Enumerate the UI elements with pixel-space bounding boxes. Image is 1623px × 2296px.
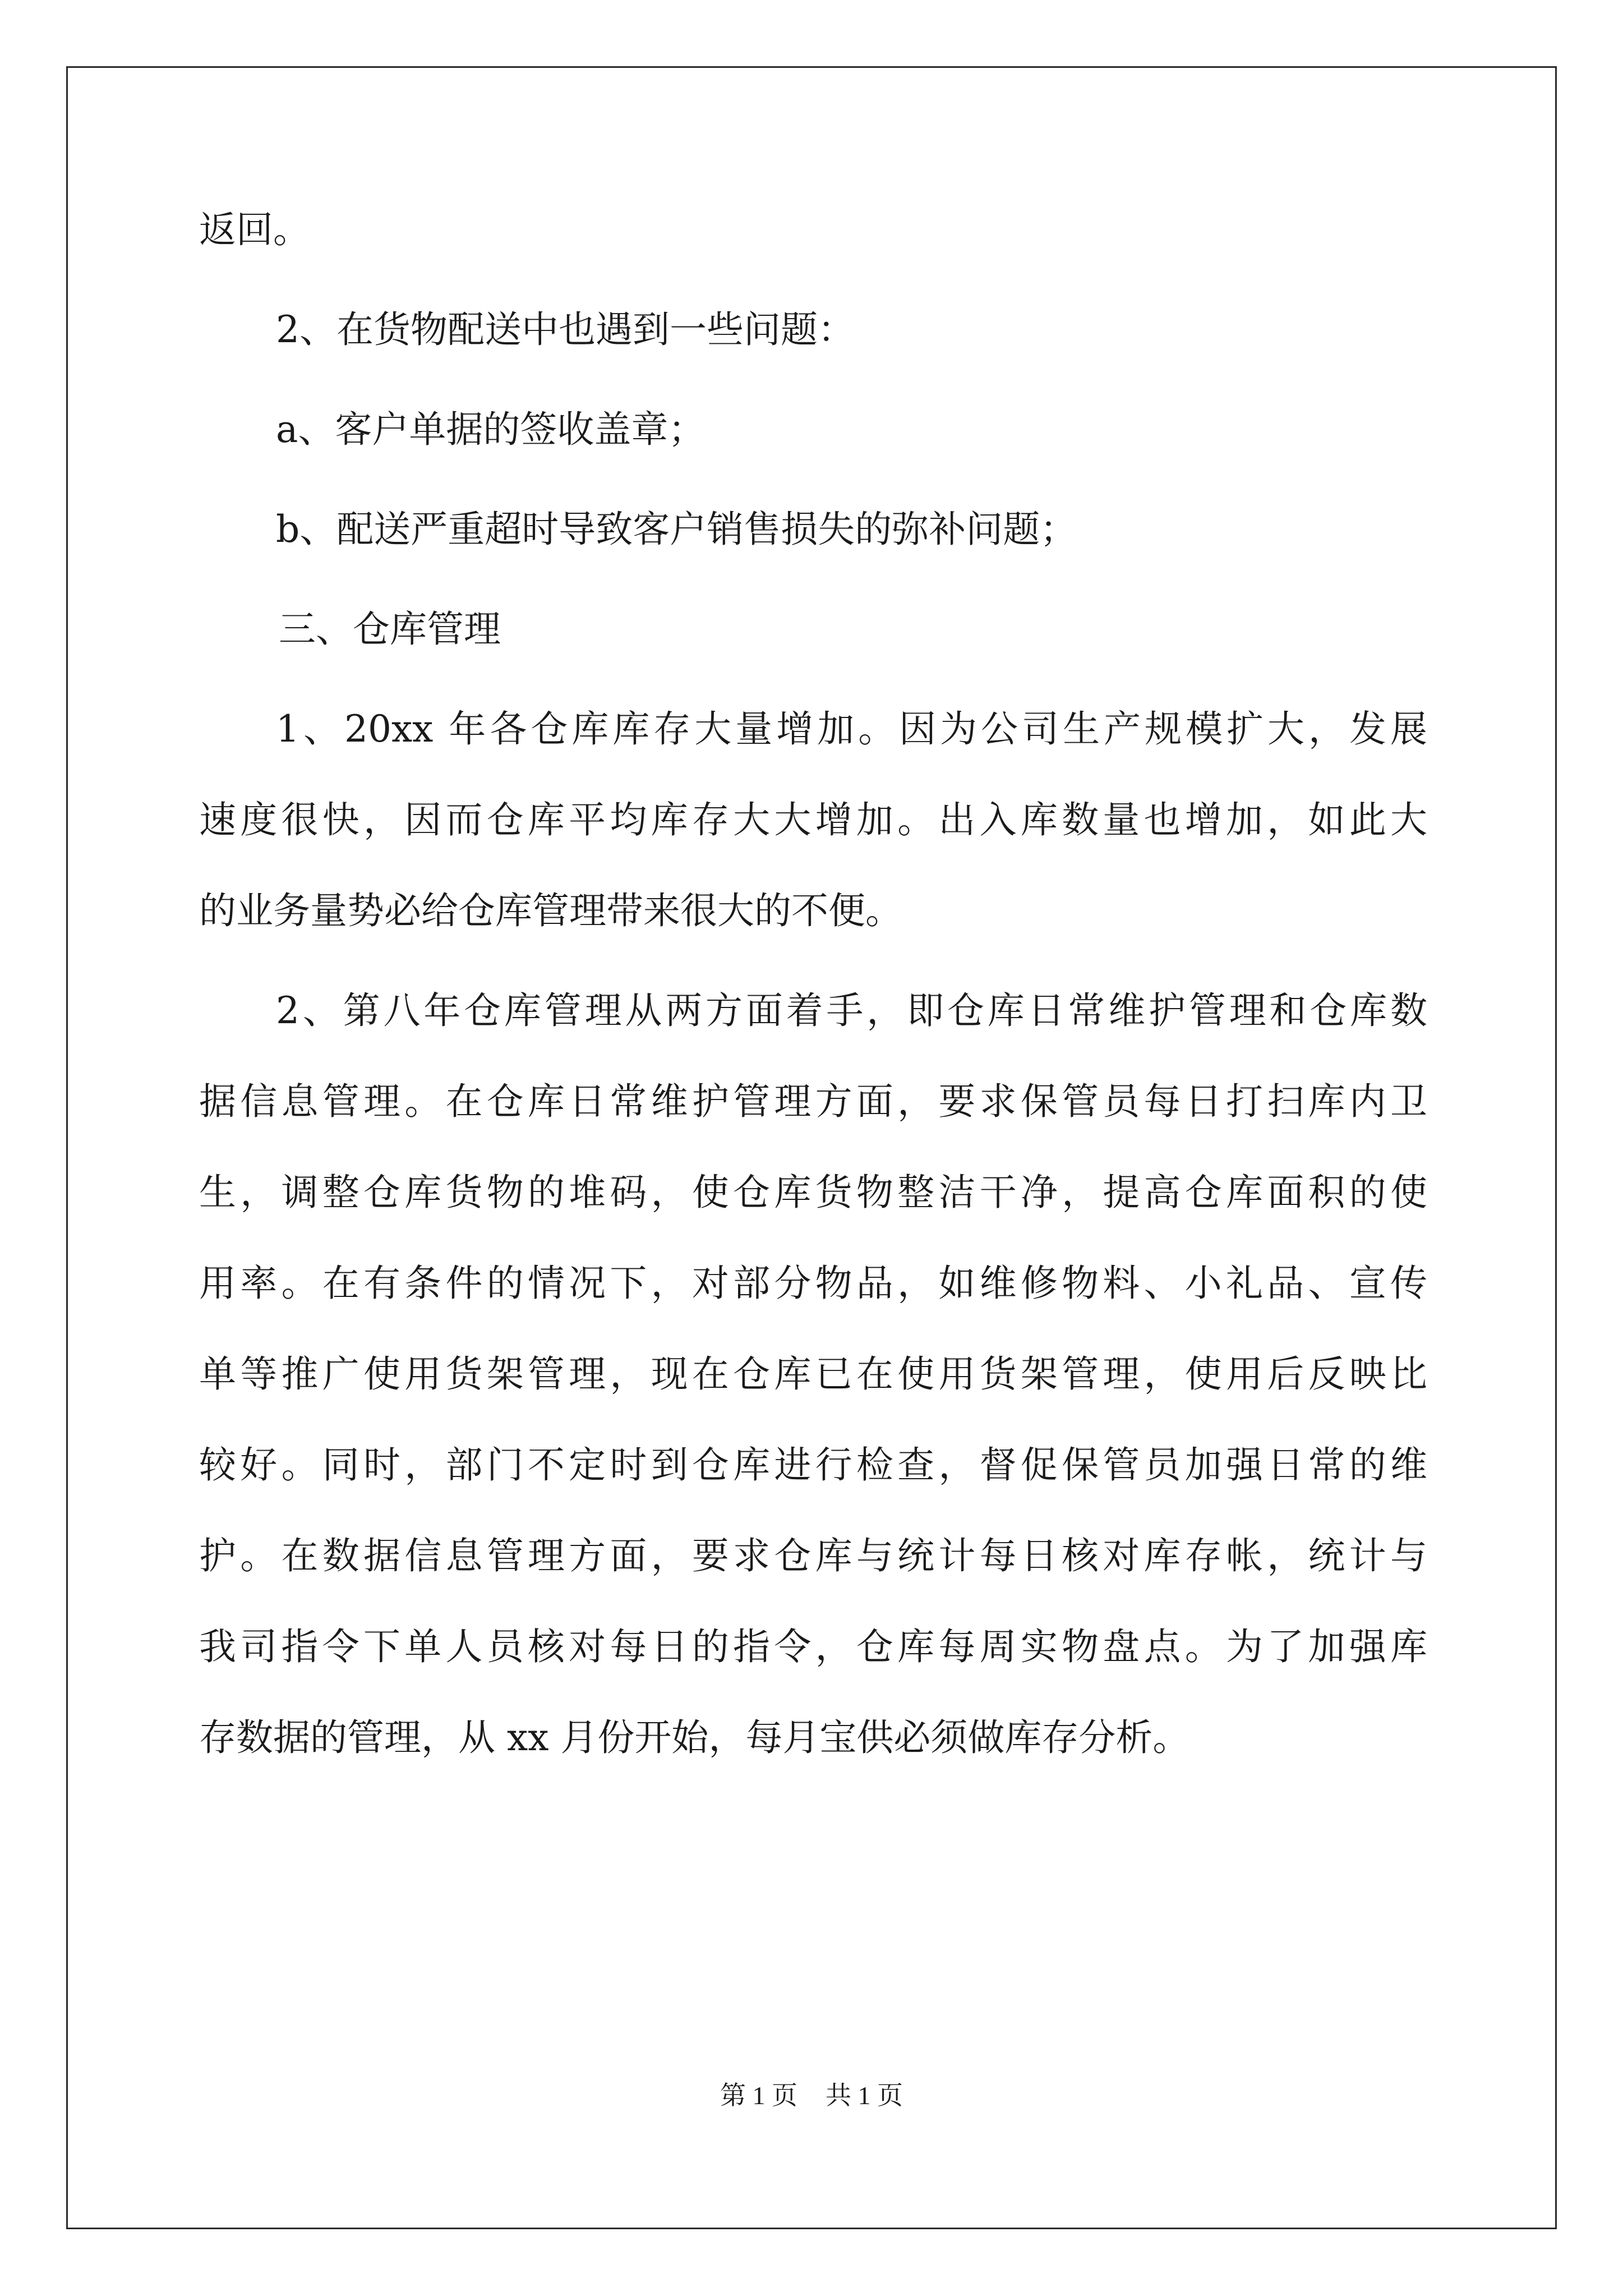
text-line: a、客户单据的签收盖章； xyxy=(276,408,706,451)
text-line: 据信息管理。在仓库日常维护管理方面，要求保管员每日打扫库内卫 xyxy=(199,1080,1427,1123)
page-footer xyxy=(0,2080,1623,2111)
page-border xyxy=(66,66,1557,2229)
text-line: b、配送严重超时导致客户销售损失的弥补问题； xyxy=(276,508,1077,551)
text-line: 我司指令下单人员核对每日的指令，仓库每周实物盘点。为了加强库 xyxy=(199,1625,1427,1668)
text-line: 生，调整仓库货物的堆码，使仓库货物整洁干净，提高仓库面积的使 xyxy=(199,1171,1427,1214)
page-number-total: 共 1 页 xyxy=(826,2081,903,2110)
text-line: 单等推广使用货架管理，现在仓库已在使用货架管理，使用后反映比 xyxy=(199,1352,1427,1396)
text-line: 较好。同时，部门不定时到仓库进行检查，督促保管员加强日常的维 xyxy=(199,1443,1427,1487)
text-line: 的业务量势必给仓库管理带来很大的不便。 xyxy=(199,889,902,932)
text-line: 存数据的管理，从 xx 月份开始，每月宝供必须做库存分析。 xyxy=(199,1716,1190,1759)
text-line: 返回。 xyxy=(199,208,310,251)
text-line: 2、第八年仓库管理从两方面着手，即仓库日常维护管理和仓库数 xyxy=(276,989,1427,1032)
text-line: 用率。在有条件的情况下，对部分物品，如维修物料、小礼品、宣传 xyxy=(199,1262,1427,1305)
text-line: 2、在货物配送中也遇到一些问题： xyxy=(276,308,855,351)
text-line: 速度很快，因而仓库平均库存大大增加。出入库数量也增加，如此大 xyxy=(199,798,1427,841)
text-line: 1、20xx 年各仓库库存大量增加。因为公司生产规模扩大，发展 xyxy=(276,707,1427,751)
section-heading: 三、仓库管理 xyxy=(279,608,501,651)
page-number-current: 第 1 页 xyxy=(720,2081,797,2110)
text-line: 护。在数据信息管理方面，要求仓库与统计每日核对库存帐，统计与 xyxy=(199,1534,1427,1577)
